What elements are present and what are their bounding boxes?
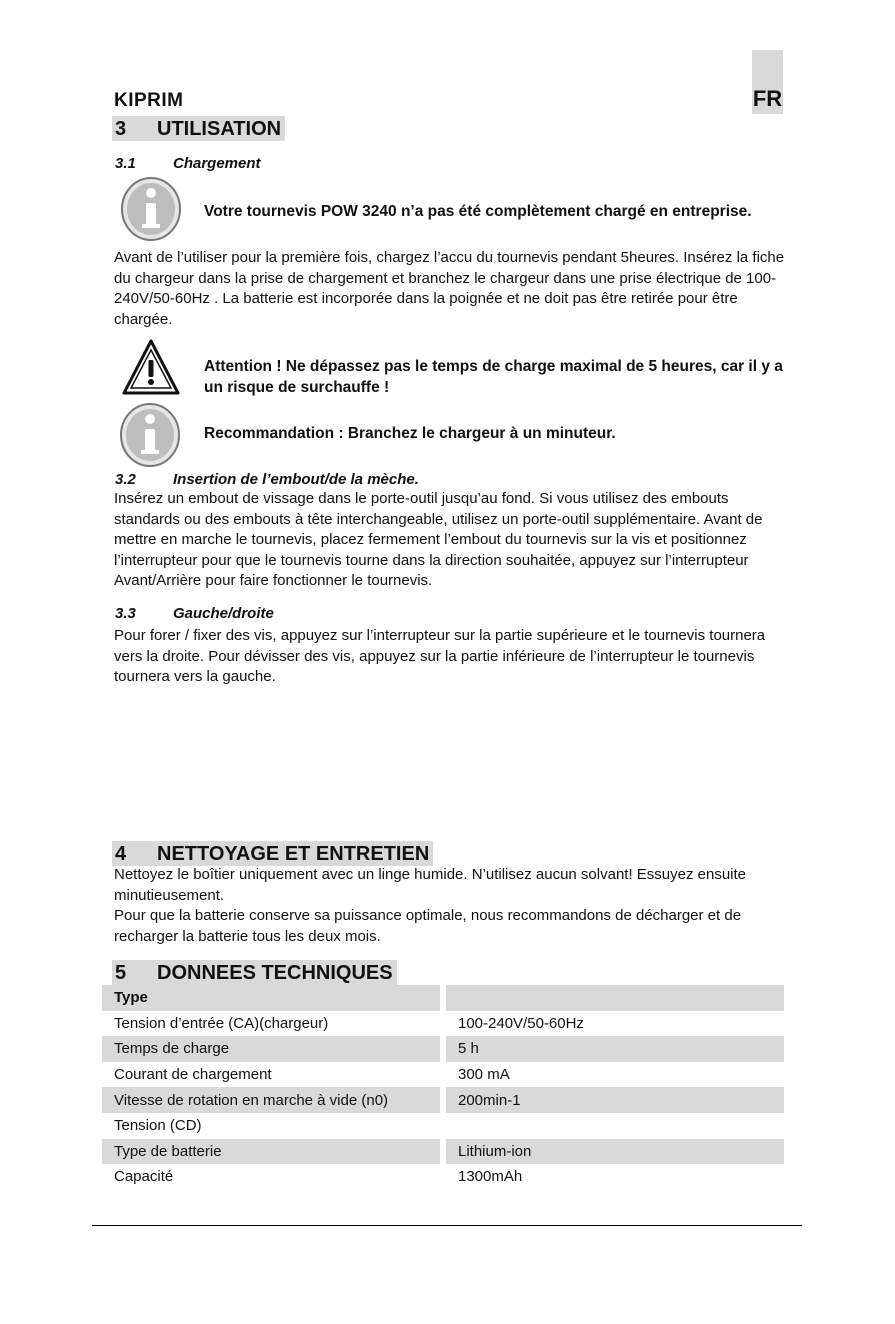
spec-value: 200min-1 — [446, 1087, 784, 1113]
paragraph-text: Nettoyez le boîtier uniquement avec un linge humide. N’utilisez aucun solvant! Essuyez ensuite minutieusement. — [114, 866, 747, 904]
spec-value: Lithium-ion — [446, 1139, 784, 1165]
section-3-heading — [112, 116, 285, 141]
section-title: UTILISATION — [157, 118, 282, 140]
subsection-number: 3.1 — [115, 155, 136, 172]
warning-text: Attention ! Ne dépassez pas le temps de charge maximal de 5 heures, car il y a un risque de surchauffe ! — [204, 358, 783, 396]
notice-text: Votre tournevis POW 3240 n’a pas été complètement chargé en entreprise. — [204, 203, 752, 220]
paragraph-text: Insérez un embout de vissage dans le porte-outil jusqu’au fond. Si vous utilisez des embouts standards ou des embouts à tête interchangeable, utilisez un porte-outil supplémentaire. Avant de mettre en marche le tournevis, placez fermement l’embout du tournevis sur la vis et positionnez l’interrupteur pour que le tournevis tourne dans la direction souhaitée, appuyez sur l’interrupteur Avant/Arrière pour faire fonctionner le tournevis. — [114, 490, 763, 589]
paragraph-text: Pour forer / fixer des vis, appuyez sur l’interrupteur sur la partie supérieure et le tournevis tournera vers la droite. Pour dévisser des vis, appuyez sur la partie inférieure de l’interrupteur le tournevis tournera vers la gauche. — [114, 627, 766, 685]
spec-label: Temps de charge — [102, 1036, 440, 1062]
table-row — [102, 985, 784, 1011]
table-row — [102, 1062, 784, 1088]
table-row — [102, 1036, 784, 1062]
spec-label: Tension (CD) — [114, 1117, 202, 1135]
warning-icon — [121, 338, 181, 396]
subsection-title: Gauche/droite — [173, 605, 274, 622]
subsection-title: Insertion de l’embout/de la mèche. — [173, 471, 419, 488]
subsection-number: 3.2 — [115, 471, 136, 488]
table-row — [102, 1113, 784, 1139]
section-number: 3 — [115, 118, 127, 140]
info-icon — [119, 402, 181, 468]
spec-label: Type — [102, 985, 440, 1011]
spec-label: Tension d’entrée (CA)(chargeur) — [114, 1014, 329, 1032]
subsection-title: Chargement — [173, 155, 261, 172]
paragraph-text: Avant de l’utiliser pour la première fois, chargez l’accu du tournevis pendant 5heures. Insérez la fiche du chargeur dans la prise de chargement et branchez le chargeur dans une prise électrique de 100-240V/50-60Hz . La batterie est incorporée dans la poignée et ne doit pas être retirée pour être chargée. — [114, 249, 785, 328]
subsection-3-3-heading — [115, 605, 274, 622]
spec-value: 1300mAh — [458, 1168, 523, 1186]
spec-label: Capacité — [114, 1168, 174, 1186]
section-number: 4 — [115, 843, 127, 865]
subsection-3-1-heading — [115, 155, 261, 172]
direction-paragraph — [114, 626, 794, 688]
spec-value: 300 mA — [458, 1066, 510, 1084]
paragraph-text: Pour que la batterie conserve sa puissance optimale, nous recommandons de décharger et de recharger la batterie tous les deux mois. — [114, 907, 742, 945]
spec-value — [446, 1113, 784, 1139]
brand-logo: KIPRIM — [114, 90, 184, 111]
section-4-heading — [112, 841, 433, 866]
section-number: 5 — [115, 962, 127, 984]
footer-divider — [92, 1225, 802, 1226]
spec-label: Type de batterie — [102, 1139, 440, 1165]
subsection-3-2-heading — [115, 471, 419, 488]
technical-data-table — [102, 985, 784, 1190]
spec-value: 100-240V/50-60Hz — [458, 1014, 584, 1032]
spec-label: Vitesse de rotation en marche à vide (n0) — [102, 1087, 440, 1113]
language-tab-label: FR — [752, 86, 783, 111]
insertion-paragraph — [114, 489, 794, 592]
spec-value — [446, 985, 784, 1011]
table-row — [102, 1011, 784, 1037]
info-icon — [120, 176, 182, 242]
table-row — [102, 1139, 784, 1165]
table-row — [102, 1087, 784, 1113]
section-title: DONNEES TECHNIQUES — [157, 962, 393, 984]
subsection-number: 3.3 — [115, 605, 136, 622]
recommendation-text: Recommandation : Branchez le chargeur à un minuteur. — [204, 425, 616, 442]
table-row — [102, 1164, 784, 1190]
charging-paragraph — [114, 248, 794, 330]
section-title: NETTOYAGE ET ENTRETIEN — [157, 843, 430, 865]
spec-value: 5 h — [446, 1036, 784, 1062]
spec-label: Courant de chargement — [114, 1066, 272, 1084]
cleaning-paragraphs — [114, 865, 794, 947]
section-5-heading — [112, 960, 397, 985]
language-tab — [752, 50, 783, 114]
